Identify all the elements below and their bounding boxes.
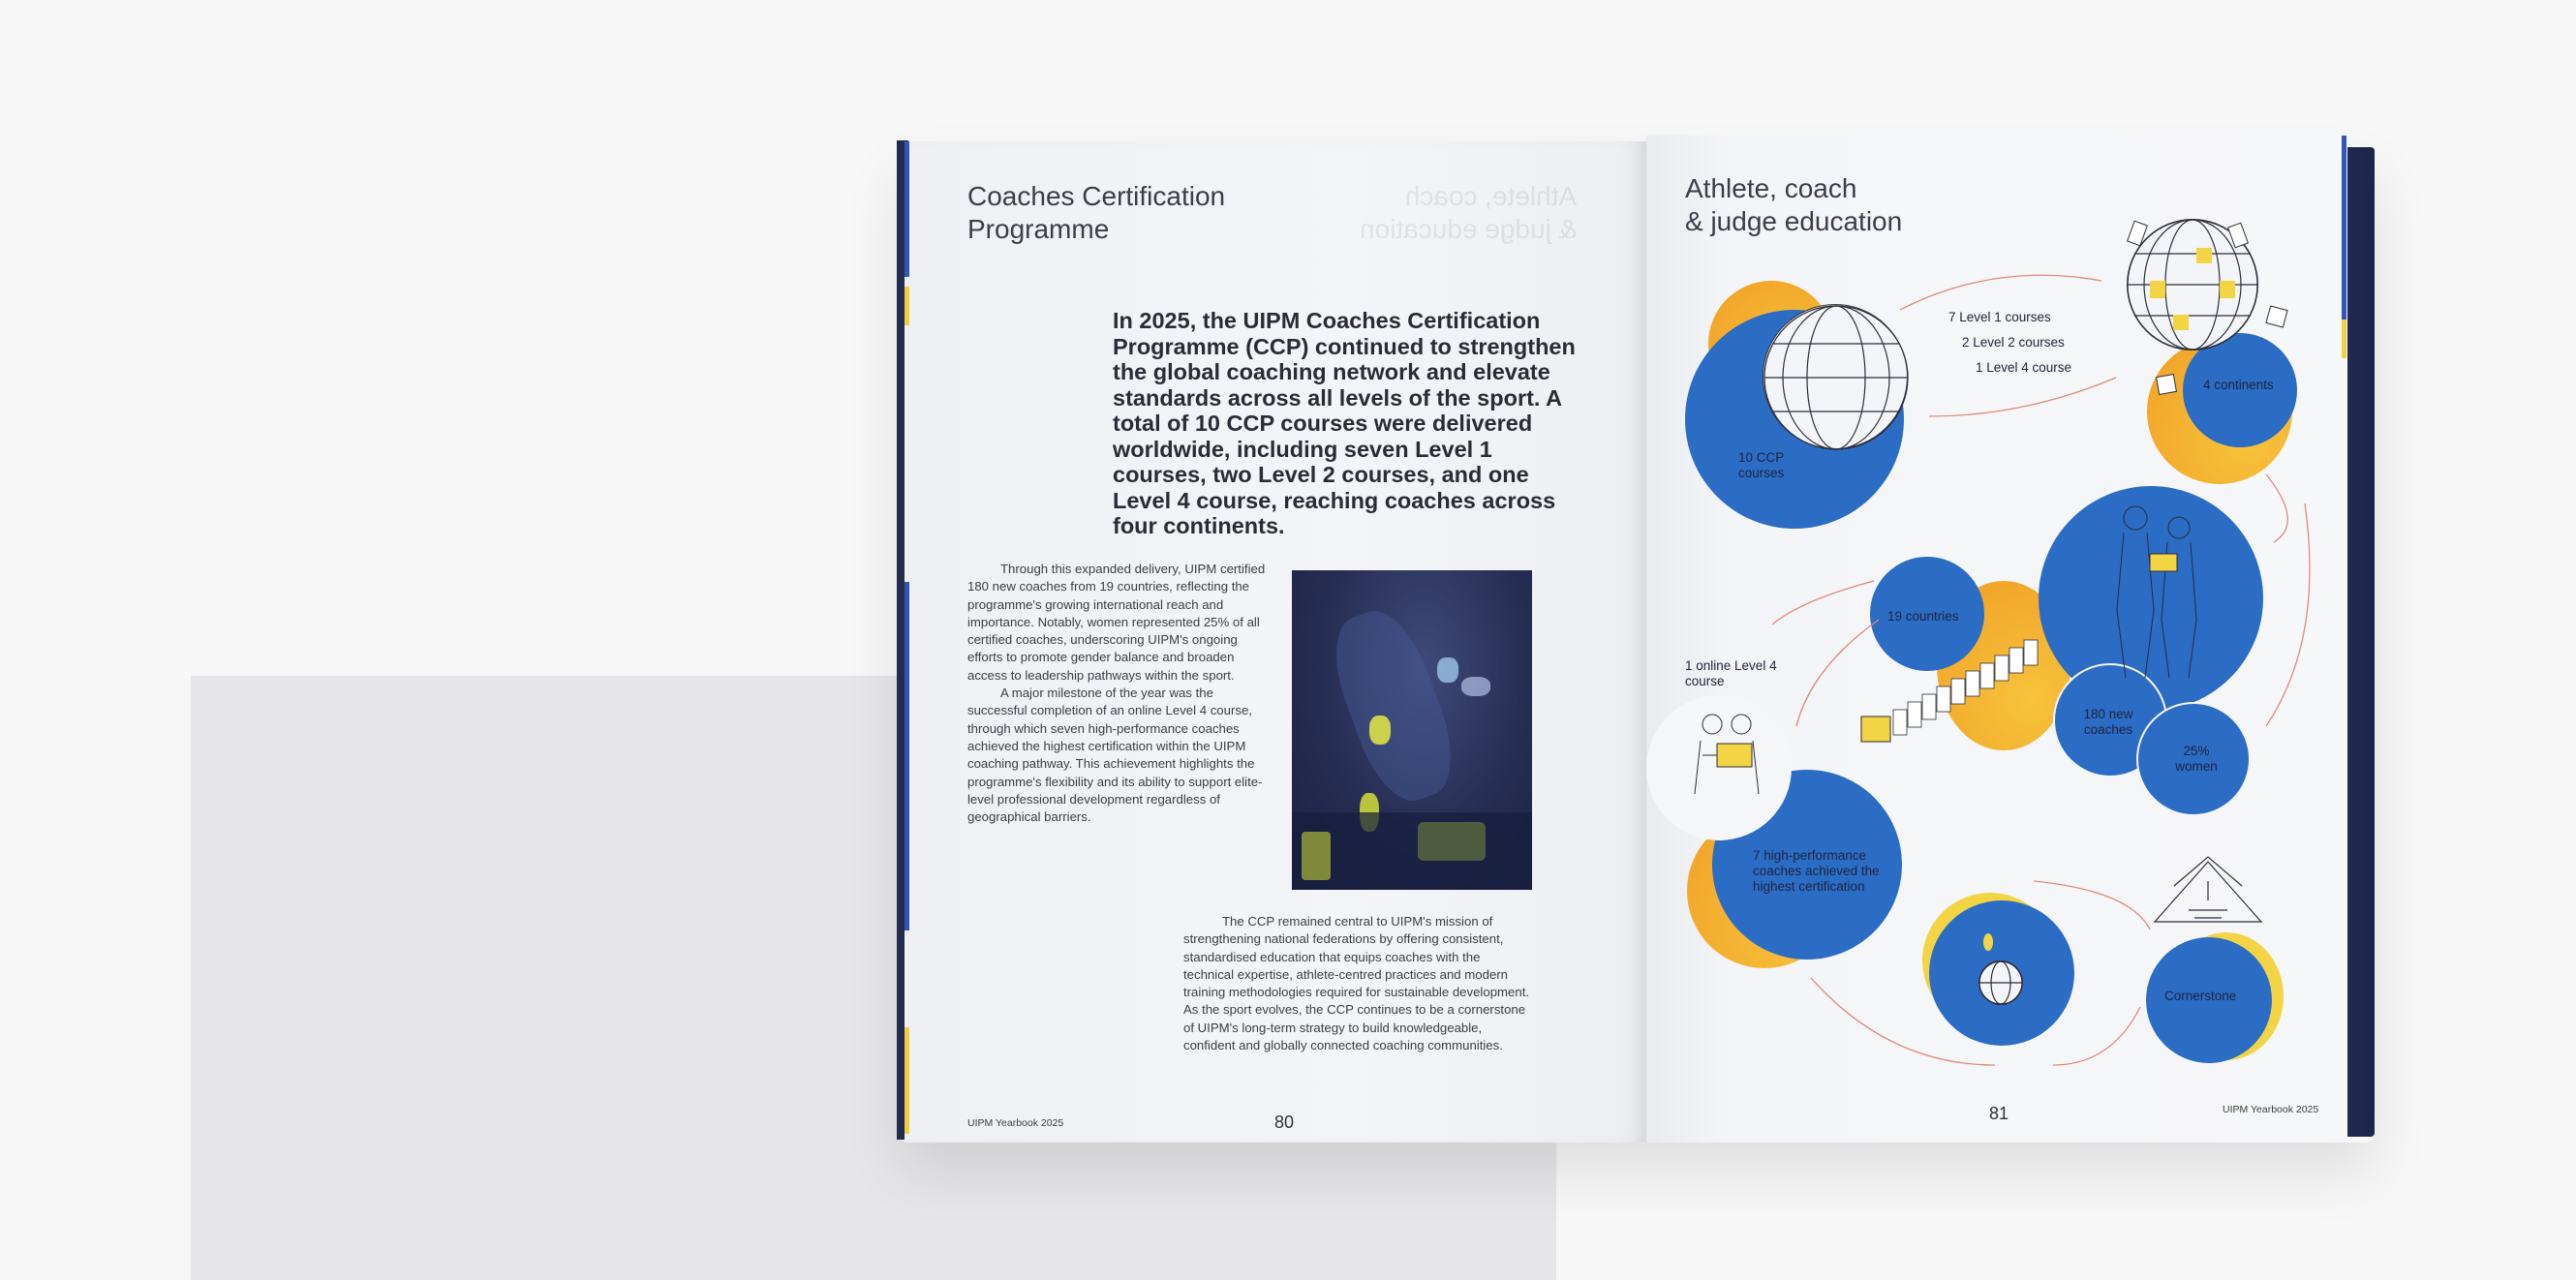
lead-paragraph: In 2025, the UIPM Coaches Certification Programme (CCP) continued to strengthen the global coaching network and elevate standards across all levels of the sport. A total of 10 CCP courses were delivered worldwide, including seven Level 1 courses, two Level 2 courses, and one Level 4 course, reaching coaches across four continents. — [1113, 308, 1576, 538]
footer-title: UIPM Yearbook 2025 — [2223, 1104, 2319, 1115]
page-title — [967, 180, 1225, 246]
label-ccp-courses: 10 CCP courses — [1738, 450, 1785, 480]
page-edge-blue — [905, 141, 909, 277]
page-number: 80 — [1274, 1112, 1295, 1132]
title-line: Programme — [967, 214, 1110, 244]
label-continents: 4 continents — [2203, 378, 2274, 392]
page-number: 81 — [1989, 1104, 2009, 1123]
body-paragraph: The CCP remained central to UIPM's mission of strengthening national federations by offering consistent, standardised education that equips coaches with the technical expertise, athlete-centred practices and modern training methodologies required for sustainable development. As the sport evolves, the CCP continues to be a cornerstone of UIPM's long-term strategy to build knowledgeable, confident and globally connected coaching communities. — [1183, 914, 1530, 1053]
label-new-coaches: 180 new coaches — [2083, 707, 2133, 737]
body-column-2 — [1183, 913, 1534, 1054]
title-line: & judge education — [1685, 206, 1903, 236]
infographic-lines — [1646, 136, 2347, 1143]
label-level1: 7 Level 1 courses — [1948, 310, 2051, 324]
right-page — [1646, 136, 2347, 1143]
footer-title: UIPM Yearbook 2025 — [967, 1117, 1064, 1129]
coach-photo — [1292, 570, 1532, 890]
label-women: 25% women — [2175, 744, 2218, 774]
label-cornerstone: Cornerstone — [2164, 989, 2237, 1003]
show-through-text: Athlete, coach & judge education — [1360, 181, 1578, 244]
label-online: 1 online Level 4 course — [1685, 658, 1777, 688]
label-level2: 2 Level 2 courses — [1962, 335, 2065, 350]
label-high-performance: 7 high-performance coaches achieved the highest certification — [1753, 848, 1880, 894]
title-line: Coaches Certification — [967, 181, 1226, 211]
title-line: Athlete, coach — [1685, 173, 1857, 203]
label-level4: 1 Level 4 course — [1976, 360, 2072, 375]
page-edge-yellow — [905, 1027, 909, 1134]
page-edge-yellow — [905, 287, 909, 325]
left-page — [905, 141, 1646, 1143]
body-column-1 — [967, 561, 1275, 826]
body-paragraph: A major milestone of the year was the successful completion of an online Level 4 course, through which seven high-performance coaches achieved the highest certification within the UIPM coaching pathway. This achievement highlights the programme's flexibility and its ability to support elite-level professional development regardless of geographical barriers. — [967, 686, 1263, 825]
body-paragraph: Through this expanded delivery, UIPM certified 180 new coaches from 19 countries, reflecting the programme's growing international reach and importance. Notably, women represented 25% of all certified coaches, underscoring UIPM's ongoing efforts to promote gender balance and broaden access to leadership pathways within the sport. — [967, 562, 1266, 683]
page-edge-blue — [905, 582, 909, 930]
label-countries: 19 countries — [1887, 609, 1959, 624]
